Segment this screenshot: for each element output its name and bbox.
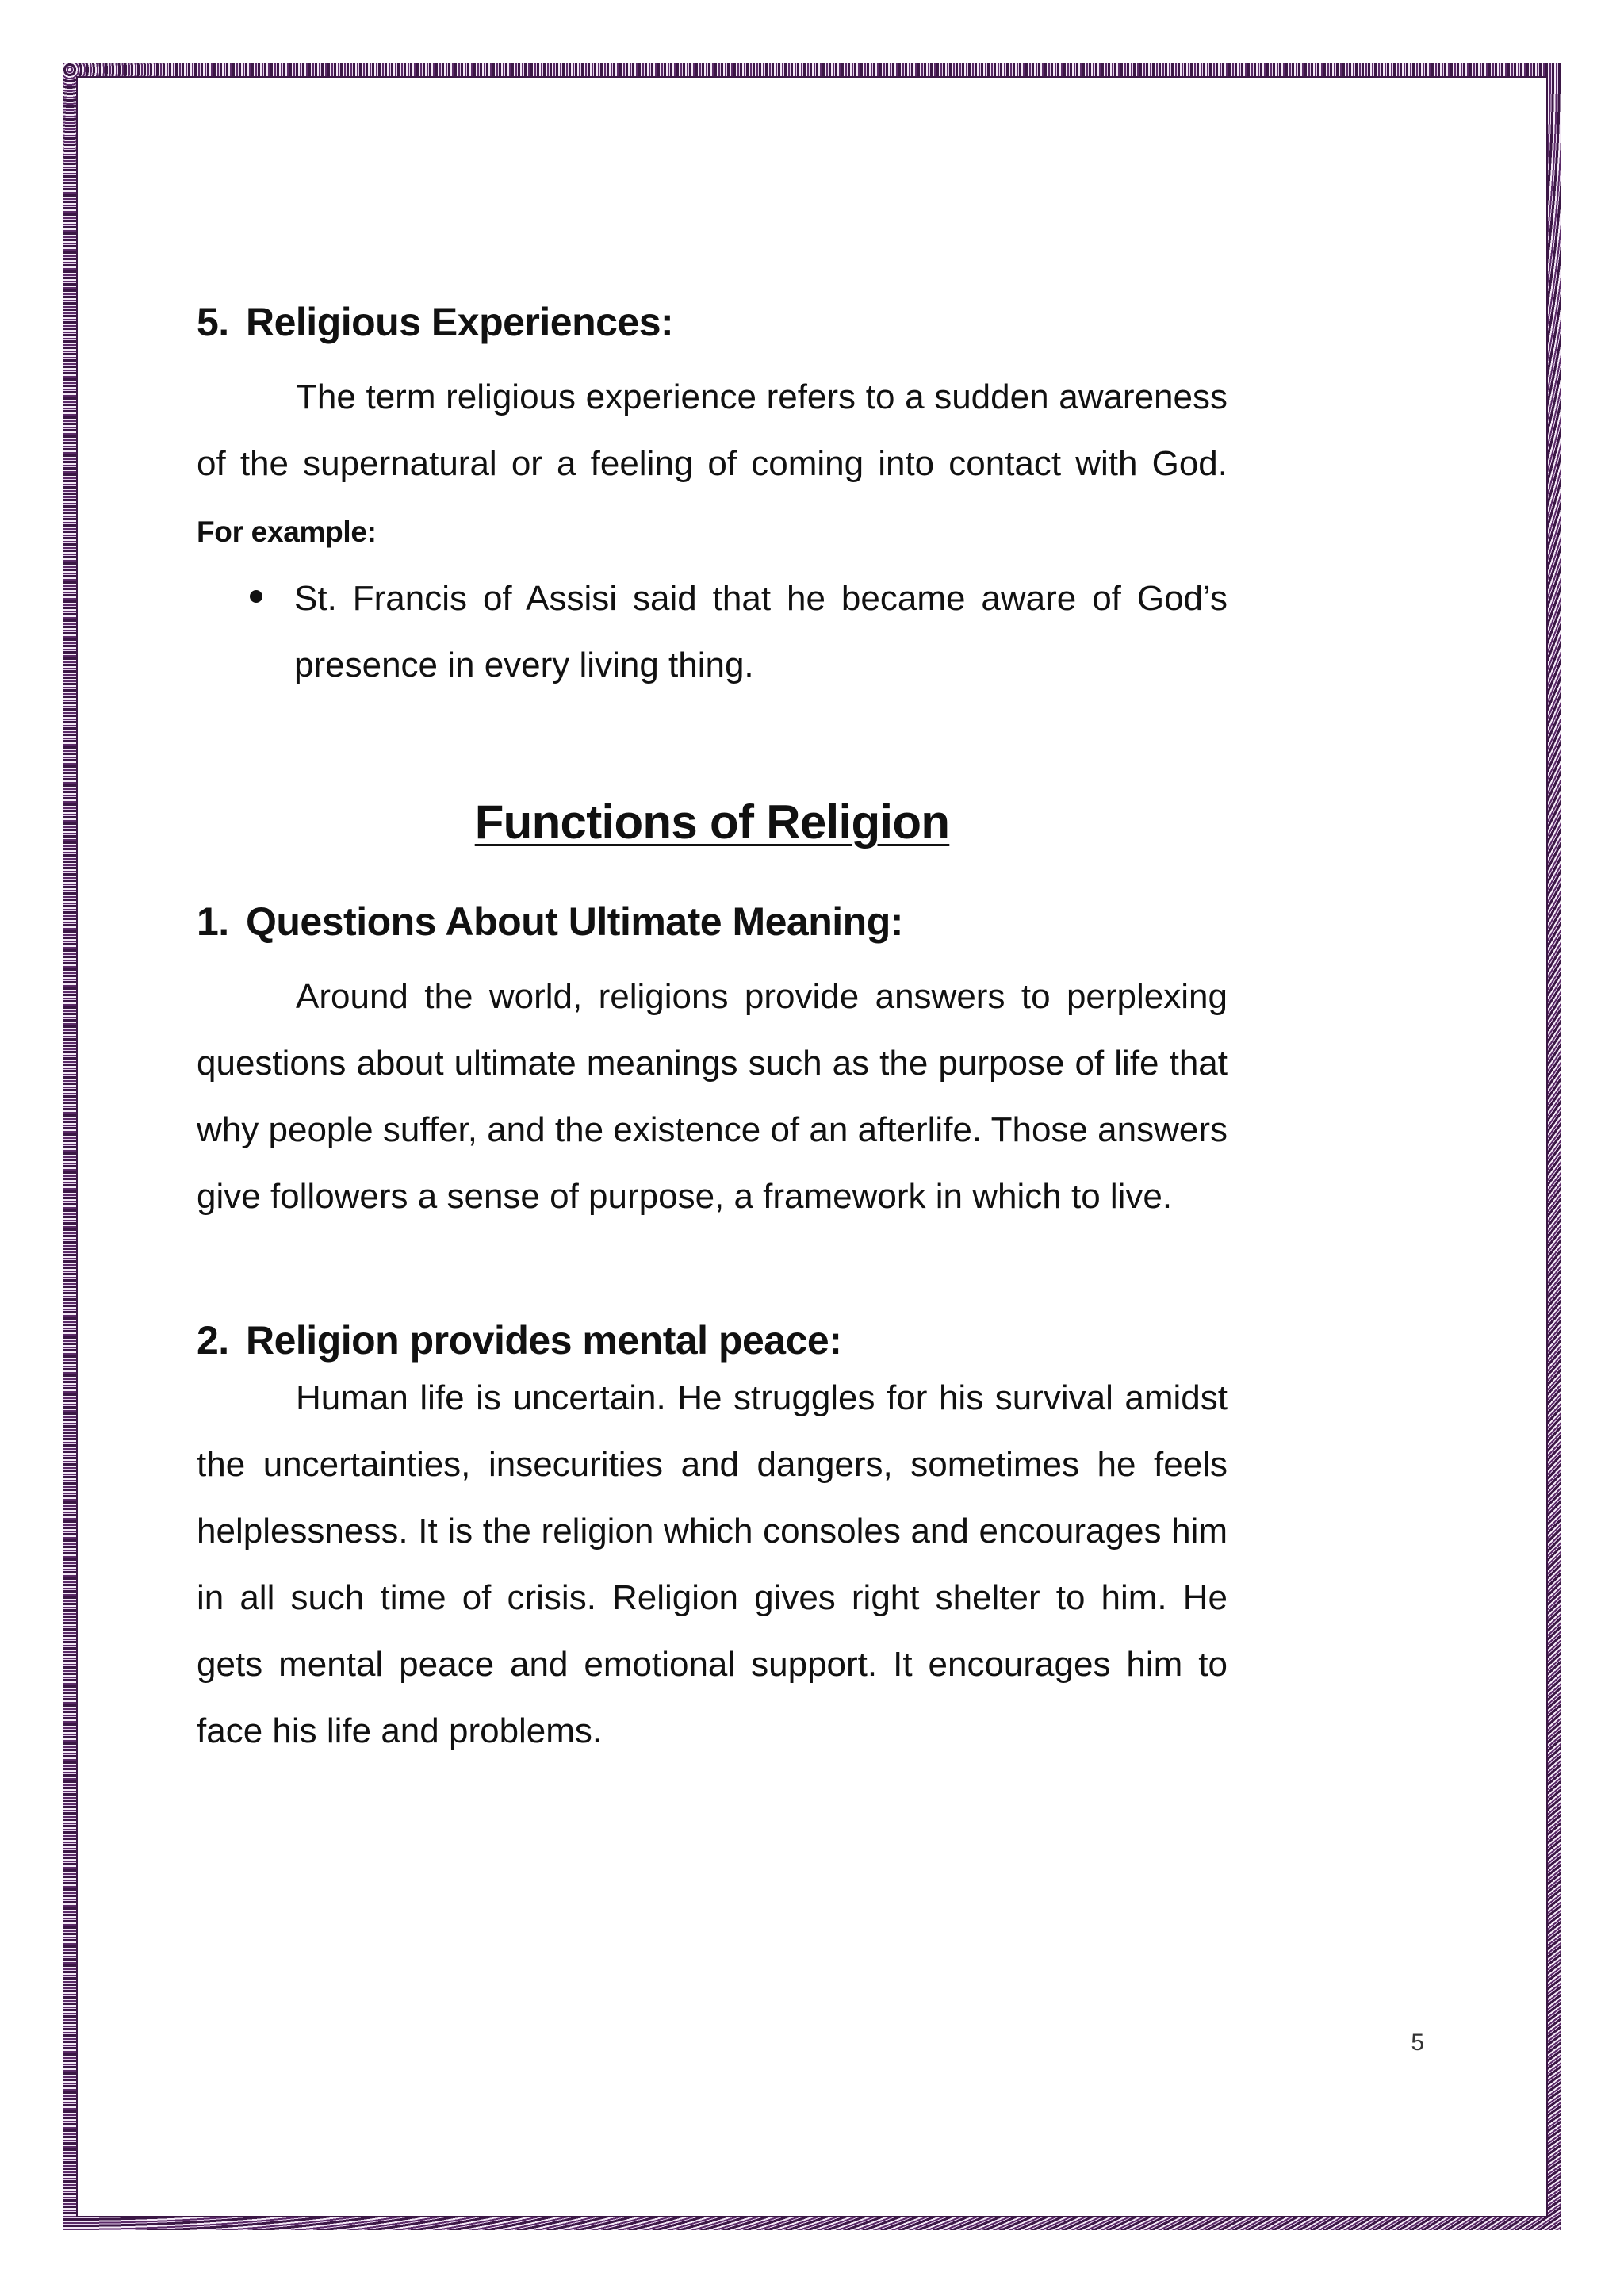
example-bullet-item [294, 565, 1228, 699]
heading-text: Religious Experiences: [246, 300, 674, 344]
ultimate-meaning-paragraph: Around the world, religions provide answers to perplexing questions about ultimate meanings such as the purpose of life that why people suffer, and the existence of an afterlife. Those answers give followers a sense of purpose, a framework in which to live. [197, 977, 1228, 1216]
heading-number: 2. [197, 1318, 229, 1363]
ultimate-meaning-heading [197, 897, 1228, 946]
bullet-text: St. Francis of Assisi said that he became aware of God’s presence in every living thing. [294, 579, 1228, 684]
heading-text: Religion provides mental peace: [246, 1318, 842, 1363]
bullet-icon [250, 590, 262, 603]
paragraph-text: The term religious experience refers to a sudden awareness of the supernatural or a feeling of coming into contact with God. [197, 378, 1228, 483]
example-label: For example: [197, 516, 377, 548]
mental-peace-paragraph: Human life is uncertain. He struggles for his survival amidst the uncertainties, insecurities and dangers, sometimes he feels helplessness. It is the religion which consoles and encourages him in all such time of crisis. Religion gives right shelter to him. He gets mental peace and emotional support. It encourages him to face his life and problems. [197, 1378, 1228, 1750]
document-content [197, 297, 1228, 1765]
religious-experiences-heading [197, 297, 1228, 347]
page-number: 5 [1411, 2030, 1424, 2056]
functions-of-religion-title: Functions of Religion [474, 795, 950, 849]
mental-peace-heading [197, 1316, 1228, 1365]
heading-number: 1. [197, 899, 229, 944]
religious-experiences-paragraph [197, 364, 1228, 565]
heading-text: Questions About Ultimate Meaning: [246, 899, 903, 944]
heading-number: 5. [197, 300, 229, 344]
example-bullet-list [197, 565, 1228, 699]
